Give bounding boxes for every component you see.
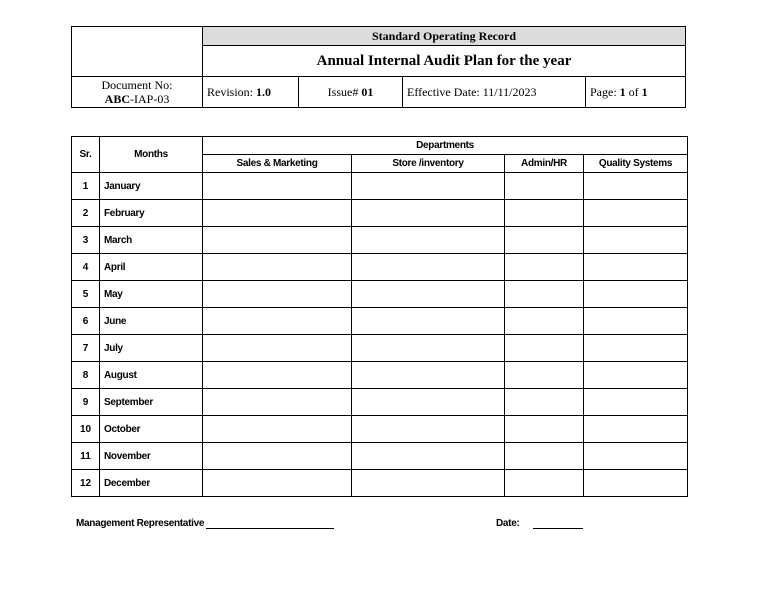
table-row — [72, 443, 688, 470]
cell-quality[interactable] — [584, 416, 688, 443]
page-cell — [586, 77, 686, 108]
cell-store[interactable] — [352, 335, 505, 362]
row-month: July — [100, 335, 203, 362]
cell-store[interactable] — [352, 470, 505, 497]
date-label: Date: — [496, 518, 520, 529]
row-number: 11 — [72, 443, 100, 470]
row-number: 10 — [72, 416, 100, 443]
cell-admin[interactable] — [505, 389, 584, 416]
page-title: Annual Internal Audit Plan for the year — [203, 46, 686, 77]
table-row — [72, 470, 688, 497]
row-month: February — [100, 200, 203, 227]
dept-header-store: Store /inventory — [352, 155, 505, 173]
page-label: Page: — [590, 84, 620, 99]
logo-area — [72, 27, 203, 77]
row-number: 9 — [72, 389, 100, 416]
cell-store[interactable] — [352, 362, 505, 389]
months-header: Months — [100, 137, 203, 173]
row-number: 4 — [72, 254, 100, 281]
row-number: 2 — [72, 200, 100, 227]
table-row — [72, 200, 688, 227]
row-number: 8 — [72, 362, 100, 389]
table-row — [72, 416, 688, 443]
page-total: 1 — [641, 84, 648, 99]
doc-no-prefix: ABC — [104, 92, 130, 106]
cell-quality[interactable] — [584, 470, 688, 497]
cell-store[interactable] — [352, 227, 505, 254]
table-row — [72, 335, 688, 362]
dept-header-admin: Admin/HR — [505, 155, 584, 173]
document-number — [72, 77, 203, 108]
table-row — [72, 173, 688, 200]
row-number: 1 — [72, 173, 100, 200]
cell-sales[interactable] — [203, 200, 352, 227]
cell-admin[interactable] — [505, 173, 584, 200]
table-row — [72, 227, 688, 254]
cell-quality[interactable] — [584, 281, 688, 308]
cell-admin[interactable] — [505, 443, 584, 470]
page-of: of — [625, 84, 642, 99]
cell-admin[interactable] — [505, 362, 584, 389]
cell-sales[interactable] — [203, 416, 352, 443]
cell-quality[interactable] — [584, 254, 688, 281]
page-current: 1 — [619, 84, 626, 99]
cell-store[interactable] — [352, 389, 505, 416]
row-number: 6 — [72, 308, 100, 335]
issue-cell — [299, 77, 403, 108]
row-number: 7 — [72, 335, 100, 362]
sr-header: Sr. — [72, 137, 100, 173]
revision-cell — [203, 77, 299, 108]
issue-label: Issue# — [327, 84, 362, 99]
table-row — [72, 362, 688, 389]
cell-sales[interactable] — [203, 308, 352, 335]
cell-quality[interactable] — [584, 308, 688, 335]
cell-sales[interactable] — [203, 389, 352, 416]
cell-store[interactable] — [352, 416, 505, 443]
row-month: April — [100, 254, 203, 281]
row-month: June — [100, 308, 203, 335]
row-month: December — [100, 470, 203, 497]
cell-sales[interactable] — [203, 335, 352, 362]
row-month: March — [100, 227, 203, 254]
cell-admin[interactable] — [505, 281, 584, 308]
doc-no-label: Document No: — [101, 78, 173, 92]
row-number: 12 — [72, 470, 100, 497]
record-band: Standard Operating Record — [203, 27, 686, 46]
mgmt-signature-line[interactable] — [206, 519, 334, 529]
audit-plan-table — [71, 136, 688, 497]
dept-header-quality: Quality Systems — [584, 155, 688, 173]
cell-quality[interactable] — [584, 200, 688, 227]
issue-value: 01 — [361, 84, 374, 99]
cell-sales[interactable] — [203, 227, 352, 254]
cell-admin[interactable] — [505, 227, 584, 254]
cell-sales[interactable] — [203, 362, 352, 389]
mgmt-label: Management Representative — [76, 518, 205, 529]
cell-admin[interactable] — [505, 335, 584, 362]
cell-quality[interactable] — [584, 389, 688, 416]
row-month: August — [100, 362, 203, 389]
table-row — [72, 281, 688, 308]
cell-sales[interactable] — [203, 470, 352, 497]
revision-label: Revision: — [207, 84, 257, 99]
revision-value: 1.0 — [256, 84, 272, 99]
row-month: September — [100, 389, 203, 416]
cell-quality[interactable] — [584, 335, 688, 362]
date-signature — [496, 518, 583, 529]
table-row — [72, 254, 688, 281]
doc-no-suffix: -IAP-03 — [130, 92, 170, 106]
effective-date: Effective Date: 11/11/2023 — [403, 77, 586, 108]
table-row — [72, 308, 688, 335]
cell-quality[interactable] — [584, 227, 688, 254]
row-number: 3 — [72, 227, 100, 254]
cell-store[interactable] — [352, 173, 505, 200]
cell-quality[interactable] — [584, 362, 688, 389]
row-month: January — [100, 173, 203, 200]
dept-header-sales: Sales & Marketing — [203, 155, 352, 173]
cell-quality[interactable] — [584, 443, 688, 470]
cell-admin[interactable] — [505, 254, 584, 281]
departments-header: Departments — [203, 137, 688, 155]
cell-admin[interactable] — [505, 470, 584, 497]
row-month: November — [100, 443, 203, 470]
table-row — [72, 389, 688, 416]
cell-sales[interactable] — [203, 254, 352, 281]
row-number: 5 — [72, 281, 100, 308]
cell-quality[interactable] — [584, 173, 688, 200]
header-table — [71, 26, 686, 108]
cell-sales[interactable] — [203, 281, 352, 308]
cell-store[interactable] — [352, 200, 505, 227]
row-month: May — [100, 281, 203, 308]
cell-store[interactable] — [352, 281, 505, 308]
cell-store[interactable] — [352, 254, 505, 281]
cell-admin[interactable] — [505, 308, 584, 335]
mgmt-signature — [76, 518, 334, 529]
row-month: October — [100, 416, 203, 443]
cell-sales[interactable] — [203, 173, 352, 200]
cell-store[interactable] — [352, 308, 505, 335]
date-line[interactable] — [533, 519, 583, 529]
cell-admin[interactable] — [505, 416, 584, 443]
cell-admin[interactable] — [505, 200, 584, 227]
cell-sales[interactable] — [203, 443, 352, 470]
cell-store[interactable] — [352, 443, 505, 470]
